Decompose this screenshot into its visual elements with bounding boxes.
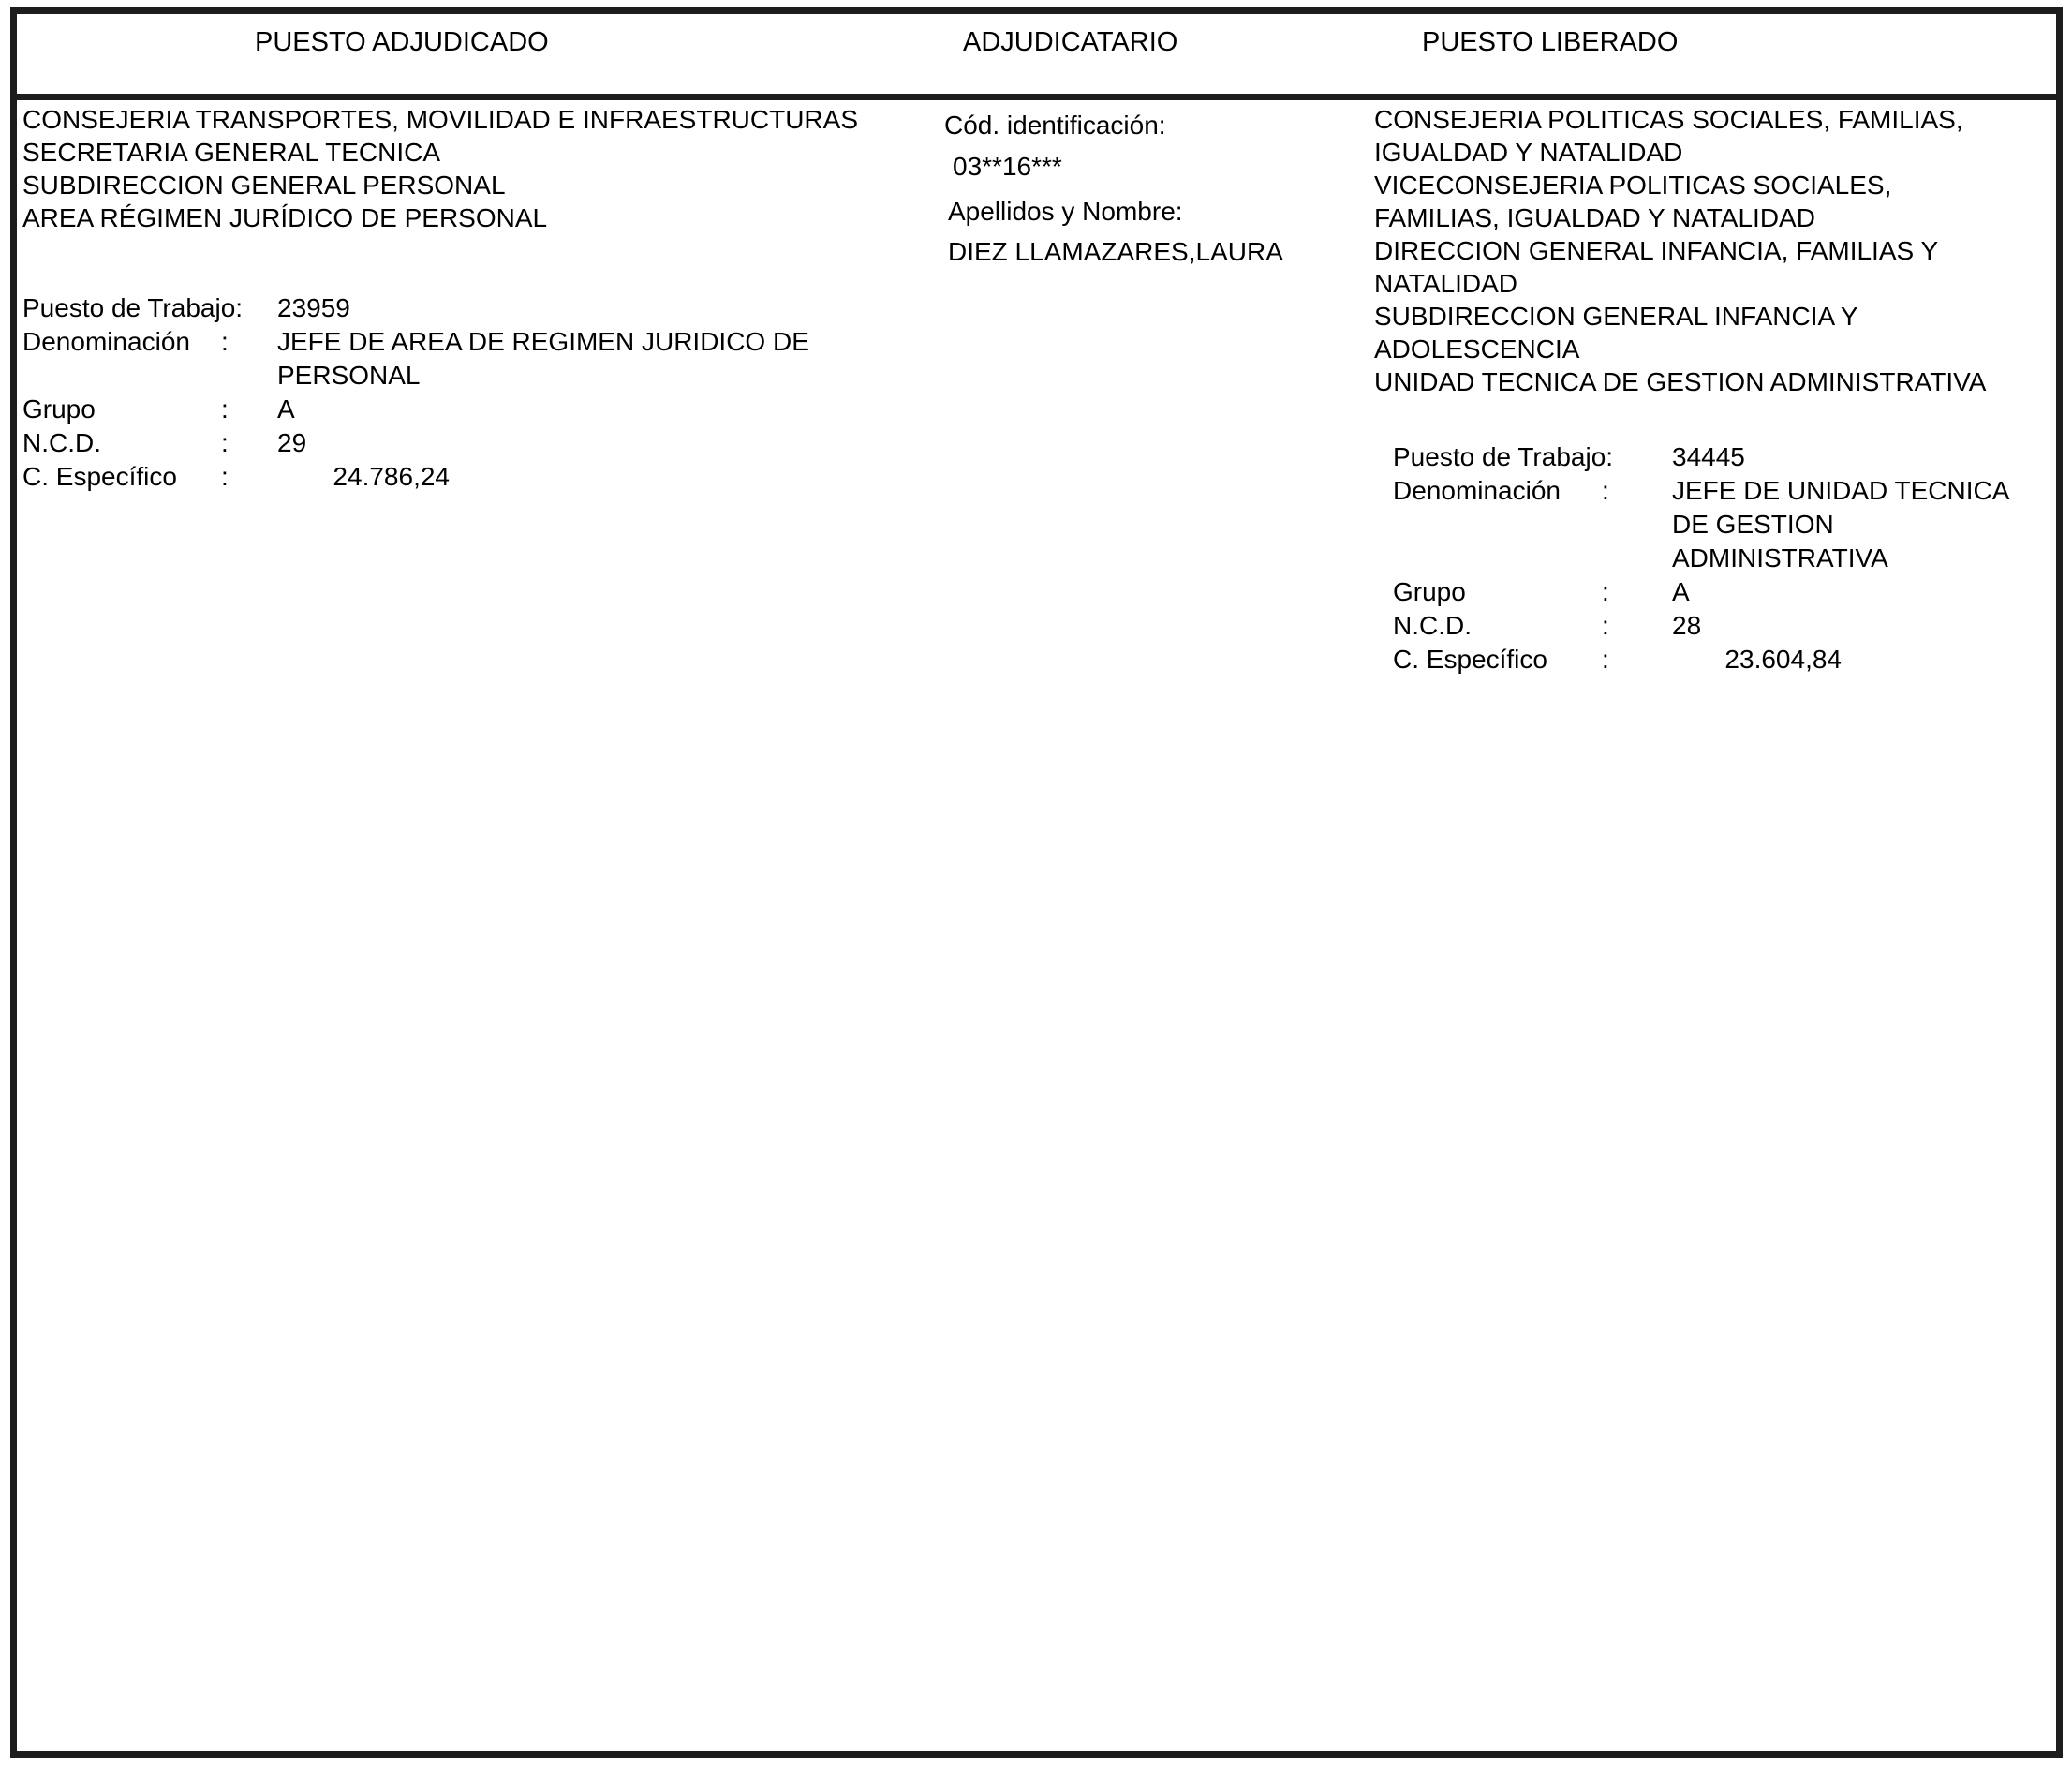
org-line: SUBDIRECCION GENERAL PERSONAL bbox=[22, 171, 506, 200]
detail-colon: : bbox=[221, 428, 229, 457]
detail-value: ADMINISTRATIVA bbox=[1672, 543, 1888, 572]
detail-label: N.C.D. bbox=[22, 428, 101, 457]
detail-colon: : bbox=[1602, 645, 1609, 674]
detail-label: Puesto de Trabajo: bbox=[1393, 442, 1614, 471]
detail-value: 28 bbox=[1672, 611, 1702, 640]
liberado-details-block bbox=[1393, 440, 2049, 676]
detail-row-denominacion bbox=[22, 325, 912, 393]
detail-label: Denominación bbox=[22, 327, 190, 356]
detail-value: 34445 bbox=[1672, 442, 1745, 471]
detail-value-amount: 23.604,84 bbox=[1724, 645, 1842, 674]
org-line: IGUALDAD Y NATALIDAD bbox=[1374, 138, 1683, 167]
detail-colon: : bbox=[1602, 611, 1609, 640]
detail-row-puesto-trabajo bbox=[22, 291, 912, 325]
org-line: VICECONSEJERIA POLITICAS SOCIALES, bbox=[1374, 171, 1892, 200]
column-header-adjudicatario: ADJUDICATARIO bbox=[963, 27, 1178, 57]
org-line: SECRETARIA GENERAL TECNICA bbox=[22, 138, 441, 167]
detail-value: DE GESTION bbox=[1672, 510, 1834, 539]
detail-value: JEFE DE UNIDAD TECNICA bbox=[1672, 476, 2010, 505]
org-line: CONSEJERIA TRANSPORTES, MOVILIDAD E INFRAESTRUCTURAS bbox=[22, 105, 859, 134]
detail-label: C. Específico bbox=[22, 462, 177, 491]
detail-colon: : bbox=[221, 327, 229, 356]
detail-colon: : bbox=[221, 462, 229, 491]
detail-value: A bbox=[277, 394, 295, 424]
cod-identificacion-value: 03**16*** bbox=[953, 152, 1062, 181]
org-line: NATALIDAD bbox=[1374, 269, 1517, 298]
detail-label: C. Específico bbox=[1393, 645, 1547, 674]
detail-value: PERSONAL bbox=[277, 361, 421, 390]
apellidos-nombre-label: Apellidos y Nombre: bbox=[948, 197, 1183, 226]
detail-value: A bbox=[1672, 577, 1690, 606]
detail-row-puesto-trabajo bbox=[1393, 440, 2049, 474]
org-line: DIRECCION GENERAL INFANCIA, FAMILIAS Y bbox=[1374, 236, 1939, 265]
detail-label: N.C.D. bbox=[1393, 611, 1472, 640]
org-line: SUBDIRECCION GENERAL INFANCIA Y bbox=[1374, 302, 1858, 331]
detail-label: Grupo bbox=[1393, 577, 1466, 606]
detail-row-grupo bbox=[22, 393, 912, 426]
detail-row-c-especifico bbox=[22, 460, 912, 494]
column-header-puesto-adjudicado: PUESTO ADJUDICADO bbox=[255, 27, 549, 57]
column-header-puesto-liberado: PUESTO LIBERADO bbox=[1422, 27, 1679, 57]
detail-value: 29 bbox=[277, 428, 307, 457]
org-line: AREA RÉGIMEN JURÍDICO DE PERSONAL bbox=[22, 203, 548, 232]
org-line: ADOLESCENCIA bbox=[1374, 334, 1580, 364]
org-line: FAMILIAS, IGUALDAD Y NATALIDAD bbox=[1374, 203, 1815, 232]
detail-row-denominacion bbox=[1393, 474, 2049, 575]
detail-row-ncd bbox=[1393, 609, 2049, 643]
adjudicado-details-block bbox=[22, 291, 912, 494]
detail-value: JEFE DE AREA DE REGIMEN JURIDICO DE bbox=[277, 327, 809, 356]
detail-colon: : bbox=[1602, 476, 1609, 505]
detail-row-grupo bbox=[1393, 575, 2049, 609]
org-line: CONSEJERIA POLITICAS SOCIALES, FAMILIAS, bbox=[1374, 105, 1963, 134]
header-divider-line bbox=[17, 94, 2056, 100]
detail-label: Grupo bbox=[22, 394, 96, 424]
cod-identificacion-label: Cód. identificación: bbox=[944, 111, 1166, 140]
detail-value-amount: 24.786,24 bbox=[333, 462, 450, 491]
detail-label: Denominación bbox=[1393, 476, 1561, 505]
detail-label: Puesto de Trabajo: bbox=[22, 293, 244, 322]
detail-row-c-especifico bbox=[1393, 643, 2049, 676]
detail-row-ncd bbox=[22, 426, 912, 460]
liberado-organization-block bbox=[1374, 103, 1986, 398]
detail-colon: : bbox=[221, 394, 229, 424]
apellidos-nombre-value: DIEZ LLAMAZARES,LAURA bbox=[948, 237, 1283, 266]
adjudicado-organization-block bbox=[22, 103, 858, 234]
detail-colon: : bbox=[1602, 577, 1609, 606]
org-line: UNIDAD TECNICA DE GESTION ADMINISTRATIVA bbox=[1374, 367, 1987, 396]
detail-value: 23959 bbox=[277, 293, 350, 322]
